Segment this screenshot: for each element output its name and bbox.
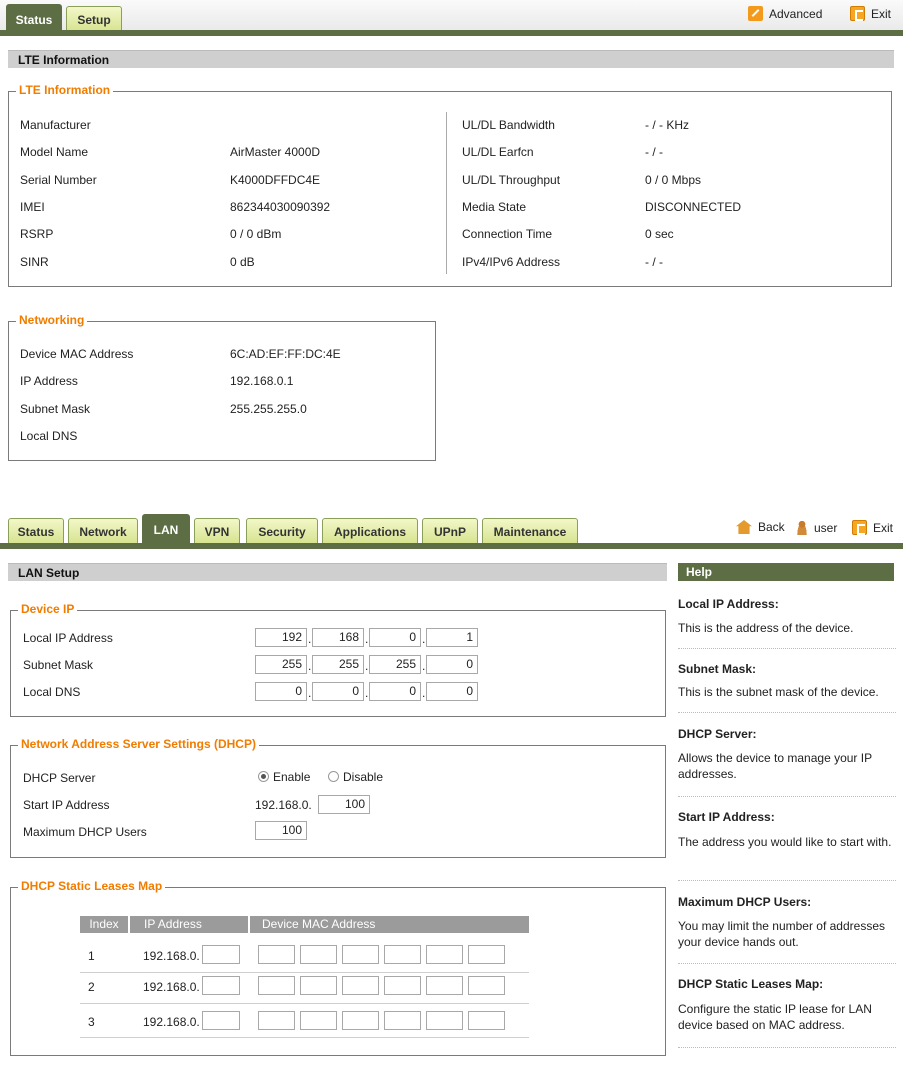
help-local-ip-title: Local IP Address: <box>678 597 779 611</box>
tab-maintenance[interactable]: Maintenance <box>482 518 578 544</box>
subnet-octet-3[interactable]: 255 <box>369 655 421 674</box>
value-serial-number: K4000DFFDC4E <box>230 173 321 187</box>
label-ipv4-ipv6-address: IPv4/IPv6 Address <box>462 255 561 269</box>
lease-row-2-index: 2 <box>88 980 95 994</box>
radio-disable[interactable] <box>328 770 383 784</box>
value-ul-dl-throughput: 0 / 0 Mbps <box>645 173 702 187</box>
value-imei: 862344030090392 <box>230 200 331 214</box>
lease-row-1-mac-5[interactable] <box>426 945 463 964</box>
subnet-octet-4[interactable]: 0 <box>426 655 478 674</box>
lease-row-2-ip-input[interactable] <box>202 976 240 995</box>
tab-network[interactable]: Network <box>68 518 138 544</box>
lease-row-3-ip-input[interactable] <box>202 1011 240 1030</box>
dns-octet-3[interactable]: 0 <box>369 682 421 701</box>
lte-divider <box>446 112 447 274</box>
section-title-lte: LTE Information <box>8 50 894 68</box>
label-ul-dl-bandwidth: UL/DL Bandwidth <box>462 118 555 132</box>
exit-label: Exit <box>871 6 892 21</box>
lease-row-3-mac-6[interactable] <box>468 1011 505 1030</box>
lease-row-2-mac-5[interactable] <box>426 976 463 995</box>
dns-octet-2[interactable]: 0 <box>312 682 364 701</box>
label-manufacturer: Manufacturer <box>20 118 91 132</box>
value-ul-dl-bandwidth: - / - KHz <box>645 118 689 132</box>
tab-status-lan[interactable]: Status <box>8 518 64 544</box>
tab-status[interactable]: Status <box>6 4 62 34</box>
value-connection-time: 0 sec <box>645 227 674 241</box>
wrench-icon <box>748 6 763 21</box>
lease-row-2-mac-1[interactable] <box>258 976 295 995</box>
networking-legend: Networking <box>16 313 87 327</box>
label-ul-dl-earfcn: UL/DL Earfcn <box>462 145 534 159</box>
header-mac-address: Device MAC Address <box>250 916 529 933</box>
exit-icon <box>850 6 865 21</box>
label-rsrp: RSRP <box>20 227 54 241</box>
tab-setup[interactable]: Setup <box>66 6 122 32</box>
section-title-lan-setup: LAN Setup <box>8 563 667 581</box>
value-rsrp: 0 / 0 dBm <box>230 227 282 241</box>
lease-row-1-prefix: 192.168.0. <box>143 949 200 963</box>
label-subnet-mask: Subnet Mask <box>20 402 91 416</box>
local-ip-octet-2[interactable]: 168 <box>312 628 364 647</box>
lease-row-1-mac-3[interactable] <box>342 945 379 964</box>
exit-link-lan[interactable] <box>852 520 893 535</box>
radio-enable-dot[interactable] <box>258 771 269 782</box>
help-dhcp-server-desc: Allows the device to manage your IP addresses. <box>678 751 872 781</box>
label-serial-number: Serial Number <box>20 173 97 187</box>
lease-row-3-mac-2[interactable] <box>300 1011 337 1030</box>
help-max-dhcp-desc: You may limit the number of addresses your device hands out. <box>678 919 885 949</box>
help-start-ip-title: Start IP Address: <box>678 810 775 824</box>
label-connection-time: Connection Time <box>462 227 553 241</box>
value-ul-dl-earfcn: - / - <box>645 145 663 159</box>
help-max-dhcp-title: Maximum DHCP Users: <box>678 895 812 909</box>
tab-security[interactable]: Security <box>246 518 318 544</box>
lease-row-3-mac-4[interactable] <box>384 1011 421 1030</box>
value-subnet-mask: 255.255.255.0 <box>230 402 307 416</box>
lease-row-3-mac-5[interactable] <box>426 1011 463 1030</box>
tab-upnp[interactable]: UPnP <box>422 518 478 544</box>
lan-tab-underline <box>0 543 903 549</box>
label-sinr: SINR <box>20 255 49 269</box>
lease-row-3-index: 3 <box>88 1015 95 1029</box>
help-title: Help <box>678 563 894 581</box>
enable-label: Enable <box>273 770 311 784</box>
advanced-link[interactable] <box>748 6 822 21</box>
tab-lan[interactable]: LAN <box>142 514 190 544</box>
label-model-name: Model Name <box>20 145 89 159</box>
tab-applications[interactable]: Applications <box>322 518 418 544</box>
dns-octet-4[interactable]: 0 <box>426 682 478 701</box>
label-local-dns: Local DNS <box>20 429 78 443</box>
label-max-dhcp-users: Maximum DHCP Users <box>23 825 147 839</box>
start-ip-input[interactable]: 100 <box>318 795 370 814</box>
value-ipv4-ipv6-address: - / - <box>645 255 663 269</box>
lease-row-2-mac-3[interactable] <box>342 976 379 995</box>
help-dhcp-server-title: DHCP Server: <box>678 727 757 741</box>
lease-row-2-mac-2[interactable] <box>300 976 337 995</box>
user-label: user <box>814 520 838 535</box>
device-ip-legend: Device IP <box>18 602 77 616</box>
user-link[interactable] <box>796 520 837 535</box>
user-icon <box>796 520 808 535</box>
label-ip-address: IP Address <box>20 374 78 388</box>
home-icon <box>736 520 752 534</box>
help-subnet-title: Subnet Mask: <box>678 662 757 676</box>
help-static-leases-desc: Configure the static IP lease for LAN device based on MAC address. <box>678 1002 872 1032</box>
help-local-ip-desc: This is the address of the device. <box>678 621 854 635</box>
max-dhcp-users-input[interactable]: 100 <box>255 821 307 840</box>
label-imei: IMEI <box>20 200 45 214</box>
radio-disable-dot[interactable] <box>328 771 339 782</box>
local-ip-octet-1[interactable]: 192 <box>255 628 307 647</box>
lease-row-2-mac-4[interactable] <box>384 976 421 995</box>
lease-row-1-mac-4[interactable] <box>384 945 421 964</box>
label-dhcp-server: DHCP Server <box>23 771 96 785</box>
lease-row-3-prefix: 192.168.0. <box>143 1015 200 1029</box>
value-sinr: 0 dB <box>230 255 255 269</box>
back-link[interactable] <box>736 520 785 534</box>
dns-octet-1[interactable]: 0 <box>255 682 307 701</box>
lease-row-3-mac-3[interactable] <box>342 1011 379 1030</box>
tab-underline <box>0 30 903 36</box>
value-ip-address: 192.168.0.1 <box>230 374 294 388</box>
help-static-leases-title: DHCP Static Leases Map: <box>678 977 824 991</box>
label-subnet-mask-lan: Subnet Mask <box>23 658 94 672</box>
lte-info-box <box>8 91 892 287</box>
local-ip-octet-4[interactable]: 1 <box>426 628 478 647</box>
help-start-ip-desc: The address you would like to start with. <box>678 835 892 849</box>
local-ip-octet-3[interactable]: 0 <box>369 628 421 647</box>
tab-vpn[interactable]: VPN <box>194 518 240 544</box>
lease-row-1-ip-input[interactable] <box>202 945 240 964</box>
static-leases-legend: DHCP Static Leases Map <box>18 879 165 893</box>
lease-row-1-mac-6[interactable] <box>468 945 505 964</box>
label-local-dns-lan: Local DNS <box>23 685 81 699</box>
label-device-mac: Device MAC Address <box>20 347 134 361</box>
start-ip-prefix: 192.168.0. <box>255 798 312 812</box>
lease-row-1-index: 1 <box>88 949 95 963</box>
value-model-name: AirMaster 4000D <box>230 145 321 159</box>
subnet-octet-2[interactable]: 255 <box>312 655 364 674</box>
value-media-state: DISCONNECTED <box>645 200 742 214</box>
lease-row-2-prefix: 192.168.0. <box>143 980 200 994</box>
header-index: Index <box>80 916 128 933</box>
label-media-state: Media State <box>462 200 527 214</box>
value-device-mac: 6C:AD:EF:FF:DC:4E <box>230 347 341 361</box>
radio-enable[interactable] <box>258 770 310 784</box>
subnet-octet-1[interactable]: 255 <box>255 655 307 674</box>
label-local-ip-address: Local IP Address <box>23 631 113 645</box>
back-label: Back <box>758 520 785 534</box>
label-ul-dl-throughput: UL/DL Throughput <box>462 173 561 187</box>
header-ip-address: IP Address <box>130 916 248 933</box>
dhcp-legend: Network Address Server Settings (DHCP) <box>18 737 259 751</box>
exit-link[interactable] <box>850 6 891 21</box>
advanced-label: Advanced <box>769 6 823 21</box>
exit-icon <box>852 520 867 535</box>
disable-label: Disable <box>343 770 384 784</box>
lease-row-1-mac-1[interactable] <box>258 945 295 964</box>
lease-row-1-mac-2[interactable] <box>300 945 337 964</box>
lease-row-3-mac-1[interactable] <box>258 1011 295 1030</box>
help-subnet-desc: This is the subnet mask of the device. <box>678 685 879 699</box>
lte-info-legend: LTE Information <box>16 83 113 97</box>
lease-row-2-mac-6[interactable] <box>468 976 505 995</box>
label-start-ip: Start IP Address <box>23 798 110 812</box>
exit-label-lan: Exit <box>873 520 894 535</box>
